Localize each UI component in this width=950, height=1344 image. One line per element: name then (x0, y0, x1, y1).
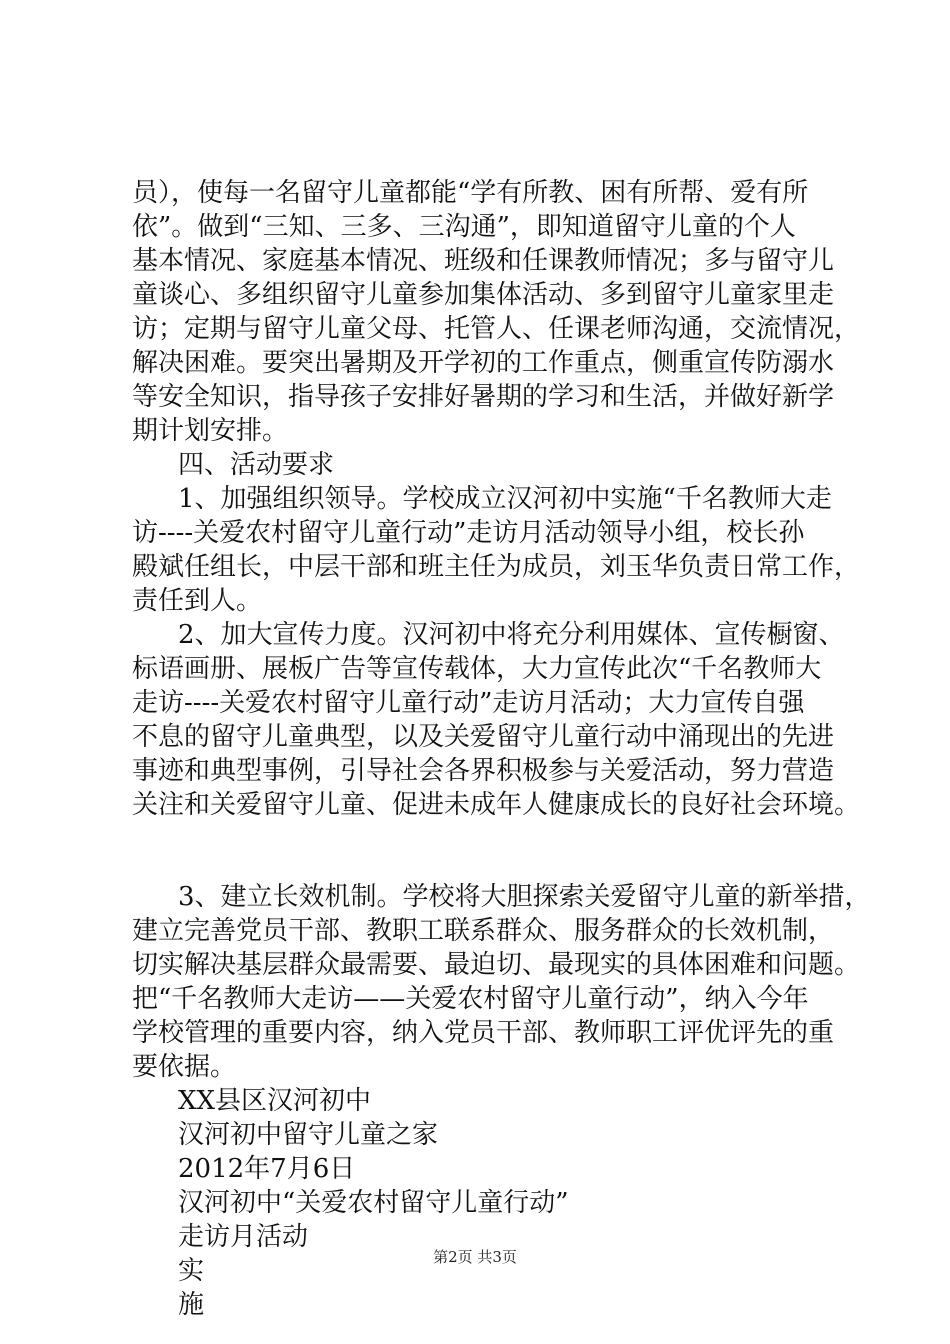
signature-line: XX县区汉河初中 (178, 1086, 372, 1116)
body-line: 建立完善党员干部、教职工联系群众、服务群众的长效机制， (132, 916, 835, 946)
body-line: 学校管理的重要内容，纳入党员干部、教师职工评优评先的重 (132, 1018, 835, 1048)
body-line: 访；定期与留守儿童父母、托管人、任课老师沟通，交流情况， (132, 314, 861, 344)
body-line: 童谈心、多组织留守儿童参加集体活动、多到留守儿童家里走 (132, 280, 835, 310)
body-line: 期计划安排。 (132, 416, 289, 446)
body-line: 访----关爱农村留守儿童行动”走访月活动领导小组，校长孙 (132, 518, 805, 548)
body-line: 不息的留守儿童典型，以及关爱留守儿童行动中涌现出的先进 (132, 722, 835, 752)
body-line: 基本情况、家庭基本情况、班级和任课教师情况；多与留守儿 (132, 246, 835, 276)
body-line: 关注和关爱留守儿童、促进未成年人健康成长的良好社会环境。 (132, 790, 861, 820)
title-line: 施 (178, 1290, 205, 1320)
body-line: 责任到人。 (132, 586, 263, 616)
body-line: 依”。做到“三知、三多、三沟通”，即知道留守儿童的个人 (132, 212, 796, 242)
body-line: 标语画册、展板广告等宣传载体，大力宣传此次“千名教师大 (132, 654, 822, 684)
title-line: 走访月活动 (178, 1222, 309, 1252)
body-line: 1、加强组织领导。学校成立汉河初中实施“千名教师大走 (178, 484, 832, 514)
section-heading: 四、活动要求 (178, 450, 335, 480)
body-line: 解决困难。要突出暑期及开学初的工作重点，侧重宣传防溺水 (132, 348, 835, 378)
body-line: 走访----关爱农村留守儿童行动”走访月活动；大力宣传自强 (132, 688, 805, 718)
page-footer: 第2页 共3页 (433, 1248, 517, 1266)
body-line: 切实解决基层群众最需要、最迫切、最现实的具体困难和问题。 (132, 950, 861, 980)
body-line: 3、建立长效机制。学校将大胆探索关爱留守儿童的新举措， (178, 882, 871, 912)
title-line: 实 (178, 1256, 205, 1286)
title-line: 汉河初中“关爱农村留守儿童行动” (178, 1188, 569, 1218)
body-line: 把“千名教师大走访——关爱农村留守儿童行动”，纳入今年 (132, 984, 809, 1014)
body-line: 要依据。 (132, 1052, 237, 1082)
body-line: 等安全知识，指导孩子安排好暑期的学习和生活，并做好新学 (132, 382, 835, 412)
body-line: 员），使每一名留守儿童都能“学有所教、困有所帮、爱有所 (132, 178, 809, 208)
body-line: 2、加大宣传力度。汉河初中将充分利用媒体、宣传橱窗、 (178, 620, 845, 650)
body-line: 事迹和典型事例，引导社会各界积极参与关爱活动，努力营造 (132, 756, 835, 786)
signature-line: 汉河初中留守儿童之家 (178, 1120, 439, 1150)
date-line: 2012年7月6日 (178, 1154, 356, 1184)
body-line: 殿斌任组长，中层干部和班主任为成员，刘玉华负责日常工作， (132, 552, 861, 582)
